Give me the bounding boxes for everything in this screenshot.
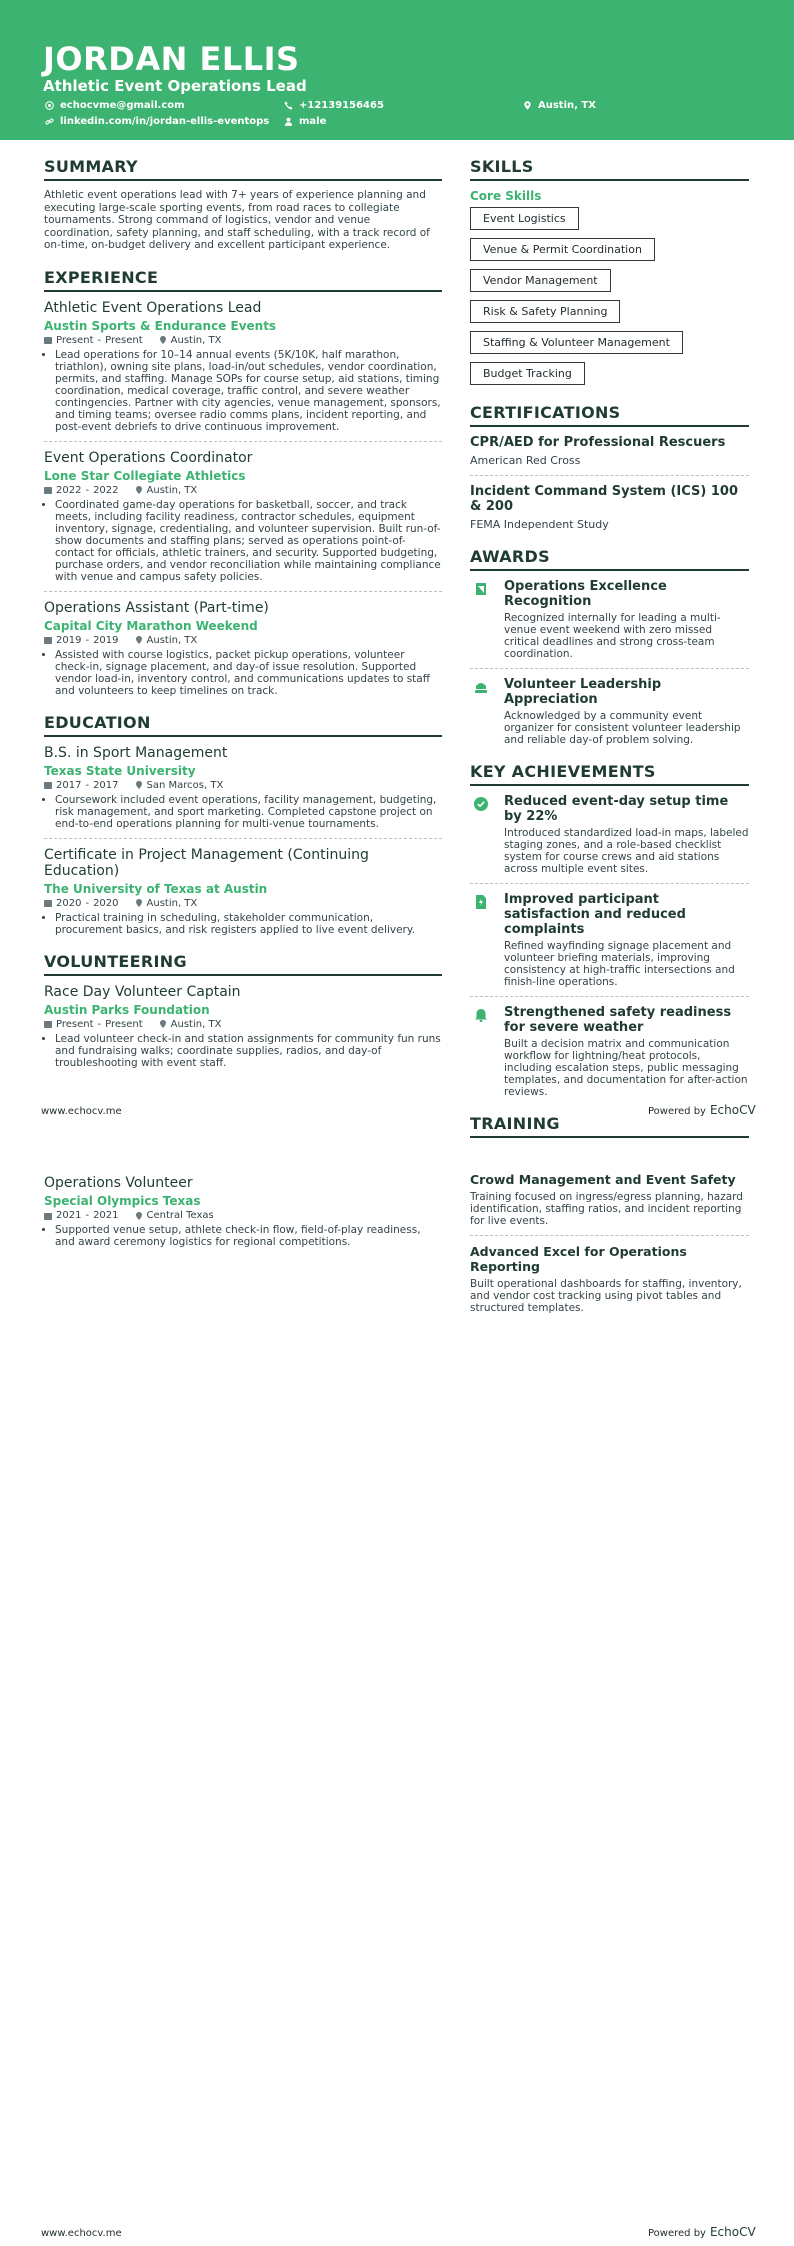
volunteer-end: Present — [105, 1018, 143, 1030]
education-bullet: • Practical training in scheduling, stakeholder communication, procurement basics, and risk registers applied to live event delivery. — [55, 912, 442, 936]
certification-item — [470, 435, 749, 467]
candidate-name: JORDAN ELLIS — [43, 40, 300, 78]
education-end: 2017 — [93, 779, 119, 791]
footer-site-link[interactable]: www.echocv.me — [41, 2228, 122, 2239]
job-bullet: • Coordinated game-day operations for basketball, soccer, and track meets, including facility readiness, contractor schedules, equipment inventory, signage, credentialing, and volunteer supervision. Built run-of-show documents and staffing plans; served as operations point-of-contact for officials, athletic trainers, and security. Supported budgeting, purchase orders, and vendor reconciliation while maintaining compliance with venue and campus safety policies. — [55, 499, 442, 583]
award-item — [470, 677, 749, 746]
education-location: Austin, TX — [146, 897, 198, 909]
job-start: 2022 — [56, 484, 82, 496]
experience-heading: EXPERIENCE — [44, 268, 442, 292]
calendar-icon — [44, 899, 52, 907]
skill-tag: Budget Tracking — [470, 362, 585, 385]
footer-site-link[interactable]: www.echocv.me — [41, 1106, 122, 1117]
award-description: Recognized internally for leading a multi-venue event weekend with zero missed critical deadlines and strong cross-team coordination. — [504, 612, 721, 660]
summary-text: Athletic event operations lead with 7+ years of experience planning and executing large-scale sporting events, from road races to collegiate tournaments. Strong command of logistics, vendor and venue coordination, safety planning, and staff scheduling, with a track record of on-time, on-budget delivery and excellent participant experience. — [44, 189, 430, 251]
skill-tag: Risk & Safety Planning — [470, 300, 620, 323]
check-circle-icon — [474, 797, 488, 811]
volunteer-bullets — [44, 1033, 442, 1069]
divider — [44, 838, 442, 839]
hat-icon — [474, 680, 488, 694]
volunteer-bullets — [44, 1224, 442, 1248]
education-start: 2017 — [56, 779, 82, 791]
volunteer-bullet: • Supported venue setup, athlete check-in flow, field-of-play readiness, and award ceremony logistics for regional competitions. — [55, 1224, 442, 1248]
achievements-heading: KEY ACHIEVEMENTS — [470, 762, 749, 786]
training-description: Training focused on ingress/egress planning, hazard identification, staffing ratios, and incident reporting for live events. — [470, 1191, 743, 1227]
award-title: Volunteer Leadership Appreciation — [504, 677, 662, 707]
skill-tag: Staffing & Volunteer Management — [470, 331, 683, 354]
training-title: Crowd Management and Event Safety — [470, 1172, 736, 1187]
job-title: Operations Assistant (Part-time) — [44, 599, 269, 616]
job-bullets — [44, 649, 442, 697]
experience-item — [44, 600, 442, 697]
job-title: Athletic Event Operations Lead — [44, 299, 262, 316]
skill-tag: Event Logistics — [470, 207, 579, 230]
job-end: 2022 — [93, 484, 119, 496]
at-icon — [45, 101, 54, 110]
certification-item — [470, 484, 749, 531]
volunteer-bullet: • Lead volunteer check-in and station assignments for community fun runs and fundraising walks; coordinate supplies, radios, and day-of troubleshooting with event staff. — [55, 1033, 442, 1069]
skill-tag: Vendor Management — [470, 269, 611, 292]
skills-heading: SKILLS — [470, 157, 749, 181]
volunteering-item — [44, 1175, 442, 1248]
achievement-item — [470, 1005, 749, 1098]
school-name: The University of Texas at Austin — [44, 881, 268, 896]
achievement-description: Refined wayfinding signage placement and volunteer briefing materials, improving consistency at high-traffic intersections and finish-line operations. — [504, 940, 735, 988]
job-location: Austin, TX — [170, 334, 222, 346]
award-description: Acknowledged by a community event organizer for consistent volunteer leadership and reliable day-of problem solving. — [504, 710, 741, 746]
volunteer-start: Present — [56, 1018, 94, 1030]
volunteer-org: Austin Parks Foundation — [44, 1002, 210, 1017]
job-meta: Present - Present Austin, TX — [44, 335, 442, 346]
divider — [470, 883, 749, 884]
brand-logo: EchoCV — [709, 2225, 756, 2239]
job-org: Lone Star Collegiate Athletics — [44, 468, 246, 483]
education-meta: 2017 - 2017 San Marcos, TX — [44, 780, 442, 791]
volunteer-title: Operations Volunteer — [44, 1175, 193, 1191]
job-org: Capital City Marathon Weekend — [44, 618, 258, 633]
divider — [470, 668, 749, 669]
map-pin-icon — [135, 486, 143, 494]
calendar-icon — [44, 781, 52, 789]
job-org: Austin Sports & Endurance Events — [44, 318, 277, 333]
divider — [470, 475, 749, 476]
achievement-title: Improved participant satisfaction and reduced complaints — [504, 892, 686, 937]
divider — [44, 441, 442, 442]
education-location: San Marcos, TX — [146, 779, 224, 791]
link-icon — [45, 117, 54, 126]
summary-heading: SUMMARY — [44, 157, 442, 181]
calendar-icon — [44, 486, 52, 494]
training-title: Advanced Excel for Operations Reporting — [470, 1244, 687, 1274]
training-item — [470, 1172, 749, 1227]
right-column — [470, 157, 749, 1146]
divider — [470, 996, 749, 997]
education-item — [44, 847, 442, 936]
job-bullet: • Assisted with course logistics, packet pickup operations, volunteer check-in, signage placement, and day-of issue resolution. Supported vendor load-in, inventory control, and communications updates to staff and volunteers to keep timelines on track. — [55, 649, 442, 697]
job-title: Event Operations Coordinator — [44, 449, 253, 466]
award-title: Operations Excellence Recognition — [504, 579, 667, 609]
volunteer-org: Special Olympics Texas — [44, 1194, 201, 1208]
certification-org: American Red Cross — [470, 454, 581, 467]
volunteering-heading: VOLUNTEERING — [44, 952, 442, 976]
achievement-description: Built a decision matrix and communication workflow for lightning/heat protocols, including escalation steps, public messaging templates, and documentation for after-action reviews. — [504, 1038, 748, 1098]
education-bullet: • Coursework included event operations, facility management, budgeting, risk management, and sport marketing. Completed capstone project on end-to-end operations planning for multi-venue tournaments. — [55, 794, 442, 830]
powered-by-text: Powered by — [648, 1106, 706, 1117]
training-heading: TRAINING — [470, 1114, 749, 1138]
map-pin-icon — [159, 336, 167, 344]
job-bullets — [44, 499, 442, 583]
achievement-item — [470, 892, 749, 988]
brand-logo: EchoCV — [709, 1103, 756, 1117]
education-bullets — [44, 794, 442, 830]
left-column-continued — [44, 1175, 442, 1248]
job-start: Present — [56, 334, 94, 346]
certification-name: Incident Command System (ICS) 100 & 200 — [470, 484, 738, 514]
achievement-title: Strengthened safety readiness for severe weather — [504, 1005, 732, 1035]
job-start: 2019 — [56, 634, 82, 646]
job-location: Austin, TX — [146, 484, 198, 496]
degree-title: Certificate in Project Management (Continuing Education) — [44, 846, 369, 879]
education-bullets — [44, 912, 442, 936]
volunteering-item — [44, 984, 442, 1069]
volunteer-meta: 2021 - 2021 Central Texas — [44, 1210, 442, 1221]
email-contact[interactable] — [45, 100, 185, 111]
map-pin-icon — [135, 1212, 143, 1220]
job-end: 2019 — [93, 634, 119, 646]
calendar-icon — [44, 1020, 52, 1028]
calendar-icon — [44, 336, 52, 344]
map-pin-icon — [135, 899, 143, 907]
certification-name: CPR/AED for Professional Rescuers — [470, 435, 726, 450]
volunteer-location: Central Texas — [146, 1210, 214, 1221]
education-end: 2020 — [93, 897, 119, 909]
job-end: Present — [105, 334, 143, 346]
phone-contact[interactable] — [284, 100, 384, 111]
powered-by-text: Powered by — [648, 2228, 706, 2239]
achievement-item — [470, 794, 749, 875]
education-item — [44, 745, 442, 830]
footer-powered-by — [648, 1103, 756, 1117]
linkedin-text: linkedin.com/in/jordan-ellis-eventops — [60, 116, 270, 127]
experience-item — [44, 300, 442, 433]
certifications-heading: CERTIFICATIONS — [470, 403, 749, 427]
document-icon — [474, 895, 488, 909]
right-column-continued — [470, 1172, 749, 1314]
phone-icon — [284, 101, 293, 110]
volunteer-end: 2021 — [93, 1210, 119, 1221]
user-icon — [284, 117, 293, 126]
calendar-icon — [44, 1212, 52, 1220]
degree-title: B.S. in Sport Management — [44, 744, 228, 761]
awards-heading: AWARDS — [470, 547, 749, 571]
achievement-description: Introduced standardized load-in maps, labeled staging zones, and a role-based checklist system for course crews and aid stations across multiple event sites. — [504, 827, 749, 875]
bell-icon — [474, 1008, 488, 1022]
job-bullet: • Lead operations for 10–14 annual events (5K/10K, half marathon, triathlon), owning site plans, load-in/out schedules, vendor coordination, permits, and staffing. Manage SOPs for course setup, aid stations, timing coordination, medical coverage, traffic control, and severe weather contingencies. Partner with city agencies, venue management, sponsors, and timing teams; oversee radio comms plans, incident reporting, and post-event debriefs to drive continuous improvement. — [55, 349, 442, 433]
volunteer-location: Austin, TX — [170, 1018, 222, 1030]
map-pin-icon — [135, 781, 143, 789]
job-meta: 2019 - 2019 Austin, TX — [44, 635, 442, 646]
resume-header — [0, 0, 794, 140]
location-contact — [523, 100, 596, 111]
award-item — [470, 579, 749, 660]
skill-tags — [470, 207, 749, 393]
job-bullets — [44, 349, 442, 433]
training-description: Built operational dashboards for staffing, inventory, and vendor cost tracking using pivot tables and structured templates. — [470, 1278, 742, 1314]
divider — [44, 591, 442, 592]
email-text: echocvme@gmail.com — [60, 100, 185, 111]
training-item — [470, 1244, 749, 1314]
location-text: Austin, TX — [538, 100, 596, 111]
map-pin-icon — [135, 636, 143, 644]
achievement-title: Reduced event-day setup time by 22% — [504, 794, 729, 824]
map-pin-icon — [159, 1020, 167, 1028]
gender-contact — [284, 116, 326, 127]
calendar-icon — [44, 636, 52, 644]
job-location: Austin, TX — [146, 634, 198, 646]
gender-text: male — [299, 116, 327, 127]
skills-subheading: Core Skills — [470, 189, 542, 203]
linkedin-contact[interactable] — [45, 116, 269, 127]
map-pin-icon — [523, 101, 532, 110]
flag-icon — [474, 582, 488, 596]
job-meta: 2022 - 2022 Austin, TX — [44, 485, 442, 496]
candidate-role: Athletic Event Operations Lead — [43, 77, 307, 95]
skill-tag: Venue & Permit Coordination — [470, 238, 655, 261]
divider — [470, 1235, 749, 1236]
education-meta: 2020 - 2020 Austin, TX — [44, 898, 442, 909]
education-heading: EDUCATION — [44, 713, 442, 737]
phone-text: +12139156465 — [299, 100, 384, 111]
volunteer-title: Race Day Volunteer Captain — [44, 983, 241, 1000]
experience-item — [44, 450, 442, 583]
school-name: Texas State University — [44, 763, 196, 778]
education-start: 2020 — [56, 897, 82, 909]
volunteer-start: 2021 — [56, 1210, 82, 1221]
footer-powered-by — [648, 2225, 756, 2239]
certification-org: FEMA Independent Study — [470, 518, 609, 531]
left-column — [44, 157, 442, 1069]
volunteer-meta: Present - Present Austin, TX — [44, 1019, 442, 1030]
